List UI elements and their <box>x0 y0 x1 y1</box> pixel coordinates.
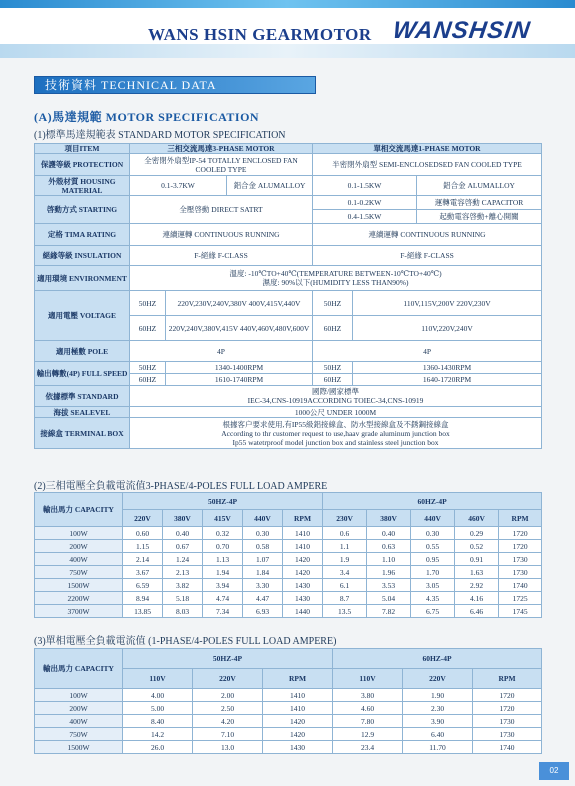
value-cell: 1.63 <box>455 566 499 579</box>
environment-label: 適用環境 ENVIRONMENT <box>35 266 130 291</box>
table-row <box>35 728 542 741</box>
value-cell: 3.90 <box>403 715 473 728</box>
standard-line-1: 國際/國家標準 <box>311 387 360 396</box>
standard-line-2: IEC-34,CNS-10919ACCORDING TOIEC-34,CNS-10919 <box>247 396 424 405</box>
item-label: 項目ITEM <box>35 144 130 154</box>
sp-col-60-2: 220V <box>403 669 473 689</box>
value-cell: 0.30 <box>411 527 455 540</box>
value-cell: 1.84 <box>243 566 283 579</box>
value-cell: 1430 <box>283 592 323 605</box>
tp-col-60-1: 230V <box>323 510 367 527</box>
value-cell: 1410 <box>263 702 333 715</box>
table-row <box>35 702 542 715</box>
value-cell: 13.0 <box>193 741 263 754</box>
sp-col-50-3: RPM <box>263 669 333 689</box>
terminal-line-2: According to thr customer request to use,haav grade aluminum junction box <box>221 428 450 438</box>
table-row <box>35 579 542 592</box>
speed-3p-50hz-label: 50HZ <box>130 362 166 374</box>
value-cell: 1420 <box>283 553 323 566</box>
capacity-cell: 1500W <box>35 741 123 754</box>
tp-col-60-2: 380V <box>367 510 411 527</box>
page-header <box>0 8 575 44</box>
protection-1p: 半密閉外扇型 SEMI-ENCLOSEDSED FAN COOLED TYPE <box>313 154 542 176</box>
table-row <box>35 741 542 754</box>
tp-col-50-5: RPM <box>283 510 323 527</box>
value-cell: 1.70 <box>411 566 455 579</box>
value-cell: 1740 <box>499 579 542 592</box>
sp-col-60-3: RPM <box>473 669 542 689</box>
speed-3p-60hz: 1610-1740RPM <box>166 374 313 386</box>
tp-capacity-label: 輸出馬力 CAPACITY <box>35 493 123 527</box>
value-cell: 3.80 <box>333 689 403 702</box>
value-cell: 14.2 <box>123 728 193 741</box>
value-cell: 6.59 <box>123 579 163 592</box>
value-cell: 6.75 <box>411 605 455 618</box>
value-cell: 0.32 <box>203 527 243 540</box>
pole-3p: 4P <box>130 341 313 362</box>
insulation-label: 絕緣等級 INSULATION <box>35 246 130 266</box>
value-cell: 1.07 <box>243 553 283 566</box>
tp-col-60-3: 440V <box>411 510 455 527</box>
housing-label: 外殼材質 HOUSING MATERIAL <box>35 176 130 196</box>
voltage-1p-60hz: 110V,220V,240V <box>353 316 542 341</box>
value-cell: 3.67 <box>123 566 163 579</box>
voltage-3p-50hz: 220V,230V,240V,380V 400V,415V,440V <box>166 291 313 316</box>
sp-group-60: 60HZ-4P <box>333 649 542 669</box>
single-phase-rows <box>35 689 542 754</box>
capacity-cell: 750W <box>35 566 123 579</box>
voltage-1p-60hz-label: 60HZ <box>313 316 353 341</box>
value-cell: 8.40 <box>123 715 193 728</box>
capacity-cell: 400W <box>35 553 123 566</box>
capacity-cell: 3700W <box>35 605 123 618</box>
value-cell: 1.1 <box>323 540 367 553</box>
value-cell: 3.05 <box>411 579 455 592</box>
value-cell: 23.4 <box>333 741 403 754</box>
value-cell: 0.40 <box>367 527 411 540</box>
value-cell: 0.6 <box>323 527 367 540</box>
value-cell: 4.20 <box>193 715 263 728</box>
value-cell: 0.60 <box>123 527 163 540</box>
value-cell: 0.40 <box>163 527 203 540</box>
voltage-3p-60hz: 220V,240V,380V,415V 440V,460V,480V,600V <box>166 316 313 341</box>
three-phase-table <box>34 492 542 618</box>
value-cell: 5.00 <box>123 702 193 715</box>
tp-col-50-3: 415V <box>203 510 243 527</box>
housing-3p-range: 0.1-3.7KW <box>130 176 227 196</box>
value-cell: 3.53 <box>367 579 411 592</box>
value-cell: 1430 <box>263 741 333 754</box>
housing-3p-material: 鋁合金 ALUMALLOY <box>227 176 313 196</box>
rating-3p: 連續運轉 CONTINUOUS RUNNING <box>130 224 313 246</box>
tp-col-50-2: 380V <box>163 510 203 527</box>
value-cell: 0.91 <box>455 553 499 566</box>
sp-group-50: 50HZ-4P <box>123 649 333 669</box>
value-cell: 0.63 <box>367 540 411 553</box>
standard-label: 依據標準 STANDARD <box>35 386 130 407</box>
voltage-label: 適用電壓 VOLTAGE <box>35 291 130 341</box>
value-cell: 5.04 <box>367 592 411 605</box>
value-cell: 8.7 <box>323 592 367 605</box>
brand-logo: WANSHSIN <box>391 17 533 44</box>
value-cell: 1440 <box>283 605 323 618</box>
pole-1p: 4P <box>313 341 542 362</box>
environment-humidity: 濕度: 90%以下(HUMIDITY LESS THAN90%) <box>262 278 409 287</box>
pole-label: 適用極數 POLE <box>35 341 130 362</box>
tp-group-50: 50HZ-4P <box>123 493 323 510</box>
housing-1p-material: 鋁合金 ALUMALLOY <box>417 176 542 196</box>
table-row <box>35 540 542 553</box>
sp-capacity-label: 輸出馬力 CAPACITY <box>35 649 123 689</box>
value-cell: 1.15 <box>123 540 163 553</box>
speed-1p-50hz-label: 50HZ <box>313 362 353 374</box>
value-cell: 4.47 <box>243 592 283 605</box>
tp-group-60: 60HZ-4P <box>323 493 542 510</box>
capacity-cell: 1500W <box>35 579 123 592</box>
voltage-1p-50hz-label: 50HZ <box>313 291 353 316</box>
sealevel-value: 1000公尺 UNDER 1000M <box>130 407 542 418</box>
value-cell: 1725 <box>499 592 542 605</box>
tp-col-60-5: RPM <box>499 510 542 527</box>
speed-1p-60hz: 1640-1720RPM <box>353 374 542 386</box>
three-phase-rows <box>35 527 542 618</box>
value-cell: 7.80 <box>333 715 403 728</box>
sp-col-50-2: 220V <box>193 669 263 689</box>
value-cell: 1.10 <box>367 553 411 566</box>
value-cell: 1740 <box>473 741 542 754</box>
terminal-line-1: 根據客户要求使用,有IP55級鋁接線盒、防水型接線盒及不銹鋼接線盒 <box>222 419 449 429</box>
page-number: 02 <box>539 762 569 780</box>
value-cell: 0.67 <box>163 540 203 553</box>
tp-col-50-1: 220V <box>123 510 163 527</box>
speed-label: 輸出轉數(4P) FULL SPEED <box>35 362 130 386</box>
value-cell: 1.96 <box>367 566 411 579</box>
value-cell: 8.03 <box>163 605 203 618</box>
standard-spec-heading: (1)標準馬達規範表 STANDARD MOTOR SPECIFICATION <box>34 130 286 141</box>
value-cell: 1730 <box>473 728 542 741</box>
value-cell: 1420 <box>263 728 333 741</box>
terminal-line-3: Ip55 watetrproof model junction box and stainless steel junction box <box>232 437 439 447</box>
value-cell: 2.14 <box>123 553 163 566</box>
top-accent-bar <box>0 0 575 8</box>
capacity-cell: 200W <box>35 702 123 715</box>
value-cell: 26.0 <box>123 741 193 754</box>
value-cell: 1730 <box>499 566 542 579</box>
section-title-bar: 技術資料 TECHNICAL DATA <box>34 76 316 94</box>
value-cell: 1730 <box>473 715 542 728</box>
value-cell: 4.00 <box>123 689 193 702</box>
value-cell: 1720 <box>499 527 542 540</box>
value-cell: 12.9 <box>333 728 403 741</box>
voltage-3p-60hz-label: 60HZ <box>130 316 166 341</box>
terminal-label: 接線盒 TERMINAL BOX <box>35 418 130 449</box>
speed-1p-50hz: 1360-1430RPM <box>353 362 542 374</box>
capacity-cell: 200W <box>35 540 123 553</box>
value-cell: 1745 <box>499 605 542 618</box>
value-cell: 0.58 <box>243 540 283 553</box>
protection-label: 保護等級 PROTECTION <box>35 154 130 176</box>
table-row <box>35 553 542 566</box>
value-cell: 1410 <box>283 527 323 540</box>
value-cell: 1.94 <box>203 566 243 579</box>
value-cell: 7.82 <box>367 605 411 618</box>
voltage-3p-50hz-label: 50HZ <box>130 291 166 316</box>
header-divider <box>0 44 575 58</box>
value-cell: 2.00 <box>193 689 263 702</box>
sealevel-label: 海拔 SEALEVEL <box>35 407 130 418</box>
motor-spec-heading: (A)馬達規範 MOTOR SPECIFICATION <box>34 110 260 124</box>
value-cell: 13.85 <box>123 605 163 618</box>
sp-col-50-1: 110V <box>123 669 193 689</box>
tp-col-50-4: 440V <box>243 510 283 527</box>
value-cell: 1720 <box>499 540 542 553</box>
value-cell: 1410 <box>283 540 323 553</box>
capacity-cell: 750W <box>35 728 123 741</box>
value-cell: 4.16 <box>455 592 499 605</box>
value-cell: 1720 <box>473 689 542 702</box>
value-cell: 7.10 <box>193 728 263 741</box>
speed-3p-50hz: 1340-1400RPM <box>166 362 313 374</box>
value-cell: 0.70 <box>203 540 243 553</box>
speed-3p-60hz-label: 60HZ <box>130 374 166 386</box>
speed-1p-60hz-label: 60HZ <box>313 374 353 386</box>
value-cell: 1.24 <box>163 553 203 566</box>
value-cell: 1730 <box>499 553 542 566</box>
value-cell: 2.92 <box>455 579 499 592</box>
environment-temperature: 溫度: -10℃TO+40℃(TEMPERATURE BETWEEN-10℃TO+40℃) <box>229 269 442 278</box>
standard-value <box>130 386 542 407</box>
insulation-3p: F-絕緣 F-CLASS <box>130 246 313 266</box>
value-cell: 4.35 <box>411 592 455 605</box>
value-cell: 1.13 <box>203 553 243 566</box>
value-cell: 2.13 <box>163 566 203 579</box>
tp-col-60-4: 460V <box>455 510 499 527</box>
value-cell: 0.55 <box>411 540 455 553</box>
value-cell: 3.4 <box>323 566 367 579</box>
starting-label: 啓動方式 STARTING <box>35 196 130 224</box>
three-phase-header: 三相交流馬達3-PHASE MOTOR <box>130 144 313 154</box>
value-cell: 3.94 <box>203 579 243 592</box>
table-row <box>35 689 542 702</box>
capacity-cell: 2200W <box>35 592 123 605</box>
rating-label: 定格 TIMA RATING <box>35 224 130 246</box>
insulation-1p: F-絕緣 F-CLASS <box>313 246 542 266</box>
value-cell: 0.52 <box>455 540 499 553</box>
value-cell: 1.9 <box>323 553 367 566</box>
value-cell: 3.82 <box>163 579 203 592</box>
rating-1p: 連續運轉 CONTINUOUS RUNNING <box>313 224 542 246</box>
value-cell: 5.18 <box>163 592 203 605</box>
table-row <box>35 566 542 579</box>
value-cell: 1410 <box>263 689 333 702</box>
starting-1p-value-2: 起動電容啓動+離心開關 <box>417 210 542 224</box>
single-phase-header: 單相交流馬達1-PHASE MOTOR <box>313 144 542 154</box>
value-cell: 0.30 <box>243 527 283 540</box>
value-cell: 2.50 <box>193 702 263 715</box>
environment-value <box>130 266 542 291</box>
table-row <box>35 605 542 618</box>
sp-col-60-1: 110V <box>333 669 403 689</box>
starting-1p-range-2: 0.4-1.5KW <box>313 210 417 224</box>
value-cell: 13.5 <box>323 605 367 618</box>
protection-3p: 全密閉外扇型IP-54 TOTALLY ENCLOSED FAN COOLED TYPE <box>130 154 313 176</box>
value-cell: 6.46 <box>455 605 499 618</box>
value-cell: 1430 <box>283 579 323 592</box>
value-cell: 6.93 <box>243 605 283 618</box>
value-cell: 3.30 <box>243 579 283 592</box>
capacity-cell: 100W <box>35 689 123 702</box>
terminal-value <box>130 418 542 449</box>
value-cell: 4.74 <box>203 592 243 605</box>
value-cell: 0.95 <box>411 553 455 566</box>
value-cell: 6.40 <box>403 728 473 741</box>
single-phase-heading: (3)單相電壓全負載電流值 (1-PHASE/4-POLES FULL LOAD AMPERE) <box>34 636 337 647</box>
value-cell: 1420 <box>263 715 333 728</box>
housing-1p-range: 0.1-1.5KW <box>313 176 417 196</box>
value-cell: 1.90 <box>403 689 473 702</box>
starting-1p-range-1: 0.1-0.2KW <box>313 196 417 210</box>
value-cell: 1720 <box>473 702 542 715</box>
table-row <box>35 715 542 728</box>
capacity-cell: 400W <box>35 715 123 728</box>
value-cell: 2.30 <box>403 702 473 715</box>
value-cell: 7.34 <box>203 605 243 618</box>
value-cell: 4.60 <box>333 702 403 715</box>
value-cell: 11.70 <box>403 741 473 754</box>
voltage-1p-50hz: 110V,115V,200V 220V,230V <box>353 291 542 316</box>
single-phase-table <box>34 648 542 754</box>
value-cell: 1420 <box>283 566 323 579</box>
table-row <box>35 527 542 540</box>
value-cell: 8.94 <box>123 592 163 605</box>
value-cell: 0.29 <box>455 527 499 540</box>
motor-spec-table <box>34 143 542 449</box>
value-cell: 6.1 <box>323 579 367 592</box>
starting-3p: 全壓啓動 DIRECT SATRT <box>130 196 313 224</box>
three-phase-heading: (2)三相電壓全負載電流值3-PHASE/4-POLES FULL LOAD AMPERE <box>34 481 328 492</box>
table-row <box>35 592 542 605</box>
brand-title: WANS HSIN GEARMOTOR <box>148 25 372 44</box>
starting-1p-value-1: 運轉電容啓動 CAPACITOR <box>417 196 542 210</box>
capacity-cell: 100W <box>35 527 123 540</box>
